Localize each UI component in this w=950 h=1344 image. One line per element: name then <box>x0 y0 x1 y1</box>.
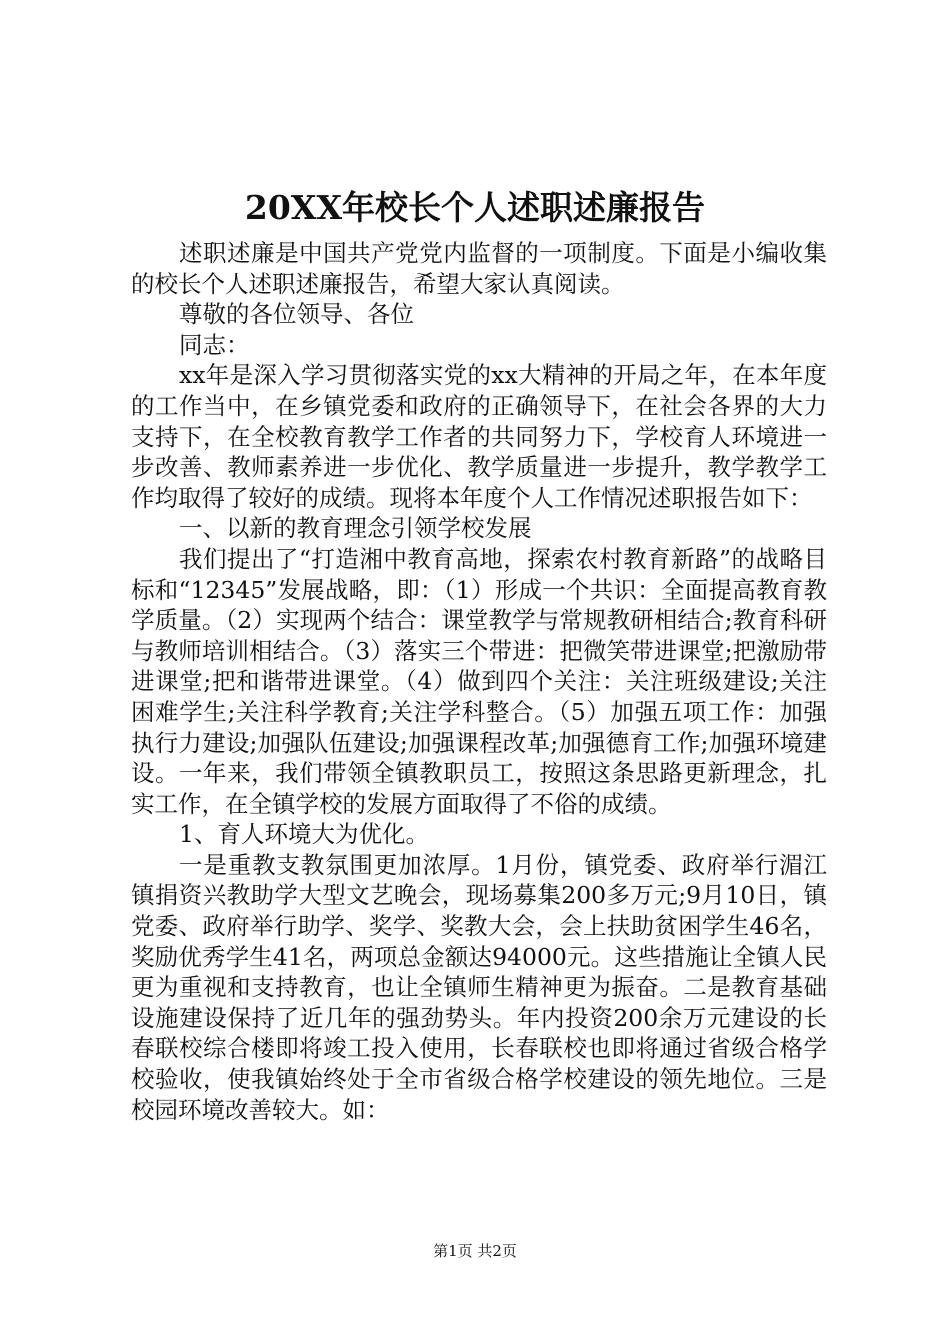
page-number-footer: 第1页 共2页 <box>433 1242 517 1260</box>
paragraph-salutation: 尊敬的各位领导、各位 <box>179 300 414 329</box>
paragraph-strategy: 我们提出了“打造湘中教育高地，探索农村教育新路”的战略目标和“12345”发展战略，即：（1）形成一个共识：全面提高教育教学质量。（2）实现两个结合：课堂教学与常规教研相结合;教育科研与教师培训相结合。（3）落实三个带进：把微笑带进课堂;把激励带进课堂;把和谐带进课堂。（4）做到四个关注：关注班级建设;关注困难学生;关注科学教育;关注学科整合。（5）加强五项工作：加强执行力建设;加强队伍建设;加强课程改革;加强德育工作;加强环境建设。一年来，我们带领全镇教职员工，按照这条思路更新理念，扎实工作，在全镇学校的发展方面取得了不俗的成绩。 <box>131 544 827 818</box>
paragraph-salutation-cont: 同志： <box>179 330 250 359</box>
section-heading-1: 一、以新的教育理念引领学校发展 <box>179 514 532 543</box>
paragraph-overview: xx年是深入学习贯彻落实党的xx大精神的开局之年，在本年度的工作当中，在乡镇党委和政府的正确领导下，在社会各界的大力支持下，在全校教育教学工作者的共同努力下，学校育人环境进一步改善、教师素养进一步优化、教学质量进一步提升，教学教学工作均取得了较好的成绩。现将本年度个人工作情况述职报告如下： <box>131 361 827 512</box>
document-title: 20XX年校长个人述职述廉报告 <box>244 188 706 227</box>
paragraph-intro: 述职述廉是中国共产党党内监督的一项制度。下面是小编收集的校长个人述职述廉报告，希望大家认真阅读。 <box>131 239 827 298</box>
subsection-heading-1: 1、育人环境大为优化。 <box>179 820 429 849</box>
paragraph-environment: 一是重教支教氛围更加浓厚。1月份，镇党委、政府举行湄江镇捐资兴教助学大型文艺晚会，现场募集200多万元;9月10日，镇党委、政府举行助学、奖学、奖教大会，会上扶助贫困学生46名，奖励优秀学生41名，两项总金额达94000元。这些措施让全镇人民更为重视和支持教育，也让全镇师生精神更为振奋。二是教育基础设施建设保持了近几年的强劲势头。年内投资200余万元建设的长春联校综合楼即将竣工投入使用，长春联校也即将通过省级合格学校验收，使我镇始终处于全市省级合格学校建设的领先地位。三是校园环境改善较大。如： <box>131 850 827 1124</box>
document-body <box>131 238 827 1125</box>
